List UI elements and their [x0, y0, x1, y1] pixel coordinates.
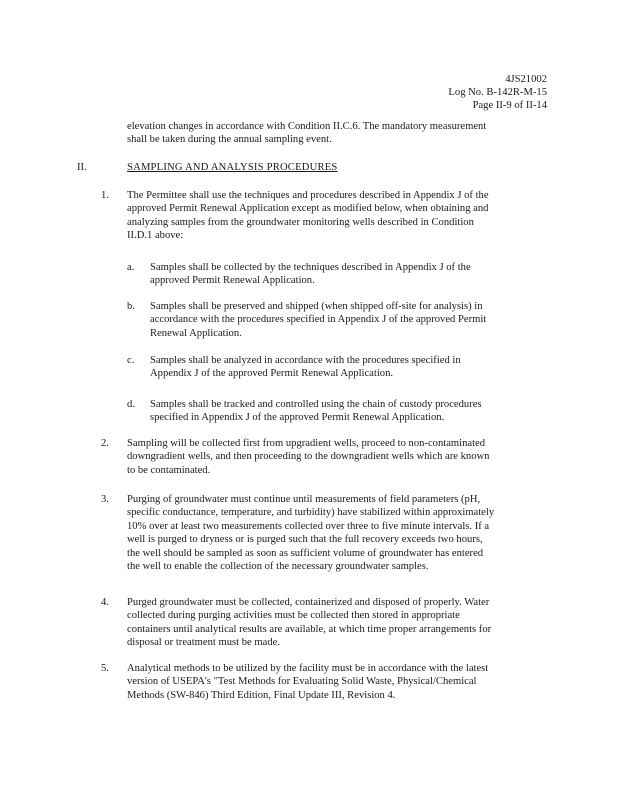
text-line: elevation changes in accordance with Condition II.C.6. The mandatory measurement	[127, 121, 487, 132]
text-line: containers until analytical results are available, at which time proper arrangements for	[127, 623, 492, 635]
text-line: Purged groundwater must be collected, containerized and disposed of properly. Water	[127, 597, 490, 608]
item-paragraph	[127, 662, 555, 702]
page-header	[448, 73, 547, 112]
text-line: approved Permit Renewal Application.	[150, 275, 315, 287]
text-line: collected during purging activities must be collected then stored in appropriate	[127, 610, 460, 622]
text-line: Methods (SW-846) Third Edition, Final Update III, Revision 4.	[127, 689, 396, 701]
text-line: Renewal Application.	[150, 327, 242, 339]
item-number: 3.	[101, 494, 109, 505]
subitem-paragraph	[150, 398, 538, 425]
text-line: Samples shall be tracked and controlled using the chain of custody procedures	[150, 399, 482, 410]
item-number: 4.	[101, 597, 109, 608]
text-line: Appendix J of the approved Permit Renewal Application.	[150, 368, 394, 380]
subitem-paragraph	[150, 261, 538, 288]
subitem-paragraph	[150, 354, 538, 381]
text-line: downgradient wells, and then proceeding to the downgradient wells which are known	[127, 451, 490, 463]
item-paragraph	[127, 189, 555, 243]
text-line: Samples shall be collected by the techniques described in Appendix J of the	[150, 262, 471, 273]
text-line: disposal or treatment must be made.	[127, 637, 280, 649]
text-line: Analytical methods to be utilized by the facility must be in accordance with the latest	[127, 663, 489, 674]
text-line: the well should be sampled as soon as sufficient volume of groundwater has entered	[127, 547, 484, 559]
subitem-letter: a.	[127, 262, 135, 273]
text-line: Samples shall be preserved and shipped (when shipped off-site for analysis) in	[150, 301, 483, 312]
subitem-letter: c.	[127, 355, 135, 366]
text-line: specific conductance, temperature, and turbidity) have stabilized within approximately	[127, 507, 495, 519]
carryover-paragraph	[127, 120, 557, 147]
text-line: shall be taken during the annual sampling event.	[127, 134, 332, 146]
item-number: 1.	[101, 190, 109, 201]
item-paragraph	[127, 596, 555, 650]
subitem-letter: b.	[127, 301, 135, 312]
text-line: Sampling will be collected first from upgradient wells, proceed to non-contaminated	[127, 438, 486, 449]
text-line: 10% over at least two measurements collected over three to five minute intervals. If a	[127, 520, 490, 532]
item-paragraph	[127, 493, 555, 573]
text-line: Samples shall be analyzed in accordance with the procedures specified in	[150, 355, 461, 366]
text-line: version of USEPA's "Test Methods for Evaluating Solid Waste, Physical/Chemical	[127, 676, 477, 688]
text-line: well is purged to dryness or is purged such that the full recovery exceeds two hours,	[127, 534, 483, 546]
subitem-paragraph	[150, 300, 538, 340]
log-number: Log No. B-142R-M-15	[448, 87, 547, 98]
section-number: II.	[77, 162, 87, 173]
text-line: accordance with the procedures specified in Appendix J of the approved Permit	[150, 314, 487, 326]
section-title: SAMPLING AND ANALYSIS PROCEDURES	[127, 162, 338, 173]
page-number: Page II-9 of II-14	[472, 100, 547, 111]
text-line: specified in Appendix J of the approved Permit Renewal Application.	[150, 412, 445, 424]
item-number: 2.	[101, 438, 109, 449]
text-line: II.D.1 above:	[127, 230, 184, 242]
text-line: the well to enable the collection of the necessary groundwater samples.	[127, 561, 429, 573]
text-line: The Permittee shall use the techniques and procedures described in Appendix J of the	[127, 190, 489, 201]
text-line: Purging of groundwater must continue until measurements of field parameters (pH,	[127, 494, 481, 505]
doc-id: 4JS21002	[505, 74, 547, 85]
text-line: approved Permit Renewal Application except as modified below, when obtaining and	[127, 203, 489, 215]
item-number: 5.	[101, 663, 109, 674]
subitem-letter: d.	[127, 399, 135, 410]
text-line: to be contaminated.	[127, 464, 211, 476]
text-line: analyzing samples from the groundwater monitoring wells described in Condition	[127, 216, 474, 228]
item-paragraph	[127, 437, 555, 477]
